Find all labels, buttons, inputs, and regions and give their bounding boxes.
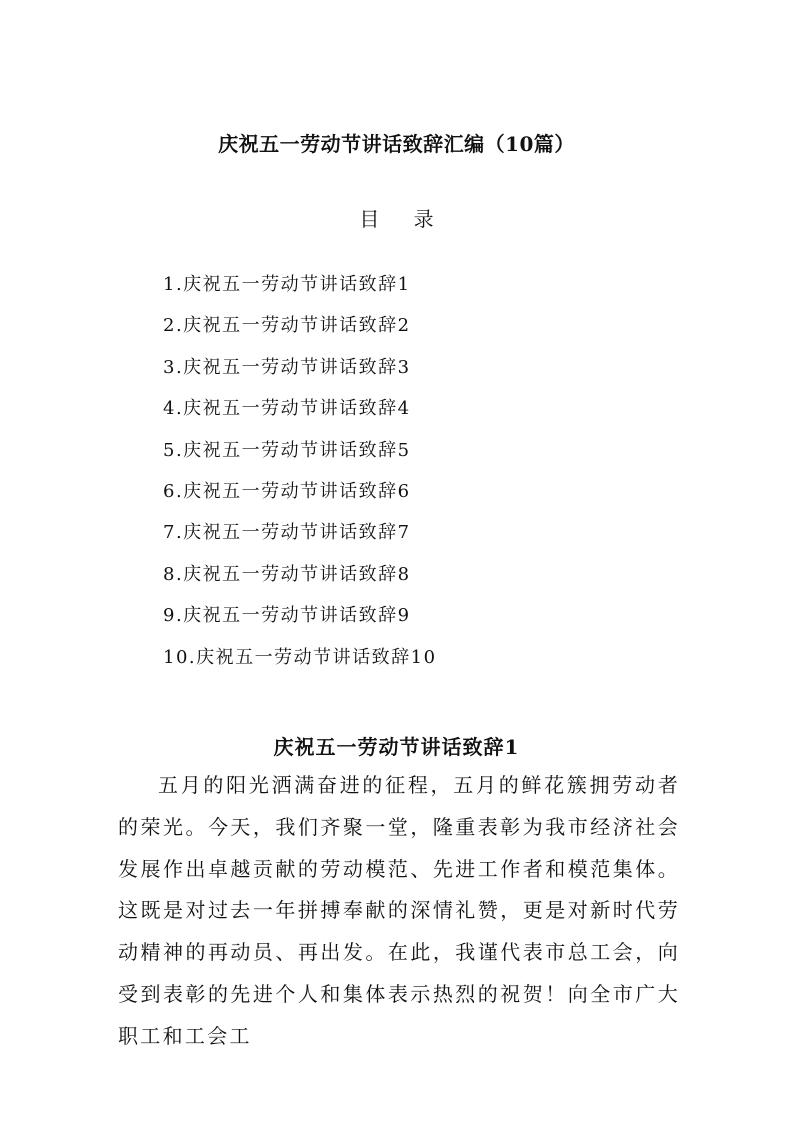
toc-item[interactable]: 7.庆祝五一劳动节讲话致辞7: [163, 522, 411, 544]
toc-item[interactable]: 1.庆祝五一劳动节讲话致辞1: [163, 274, 411, 295]
document-title: 庆祝五一劳动节讲话致辞汇编（10篇）: [218, 132, 575, 156]
toc-item[interactable]: 9.庆祝五一劳动节讲话致辞9: [163, 605, 411, 627]
body-paragraph: 五月的阳光洒满奋进的征程，五月的鲜花簇拥劳动者的荣光。今天，我们齐聚一堂，隆重表彰为我市经济社会发展作出卓越贡献的劳动模范、先进工作者和模范集体。这既是对过去一年拼搏奉献的深情礼赞，更是对新时代劳动精神的再动员、再出发。在此，我谨代表市总工会，向受到表彰的先进个人和集体表示热烈的祝贺！向全市广大职工和工会工: [118, 773, 680, 1048]
toc-item[interactable]: 4.庆祝五一劳动节讲话致辞4: [163, 398, 411, 420]
toc-heading: 目 录: [359, 207, 448, 231]
toc-item[interactable]: 8.庆祝五一劳动节讲话致辞8: [163, 563, 411, 585]
toc-item[interactable]: 5.庆祝五一劳动节讲话致辞5: [163, 439, 411, 461]
toc-item[interactable]: 3.庆祝五一劳动节讲话致辞3: [163, 356, 411, 378]
table-of-contents: [163, 270, 437, 684]
section-title: 庆祝五一劳动节讲话致辞1: [273, 735, 520, 759]
toc-item[interactable]: 6.庆祝五一劳动节讲话致辞6: [163, 480, 411, 502]
toc-item[interactable]: 10.庆祝五一劳动节讲话致辞10: [163, 646, 437, 668]
toc-item[interactable]: 2.庆祝五一劳动节讲话致辞2: [163, 315, 411, 337]
